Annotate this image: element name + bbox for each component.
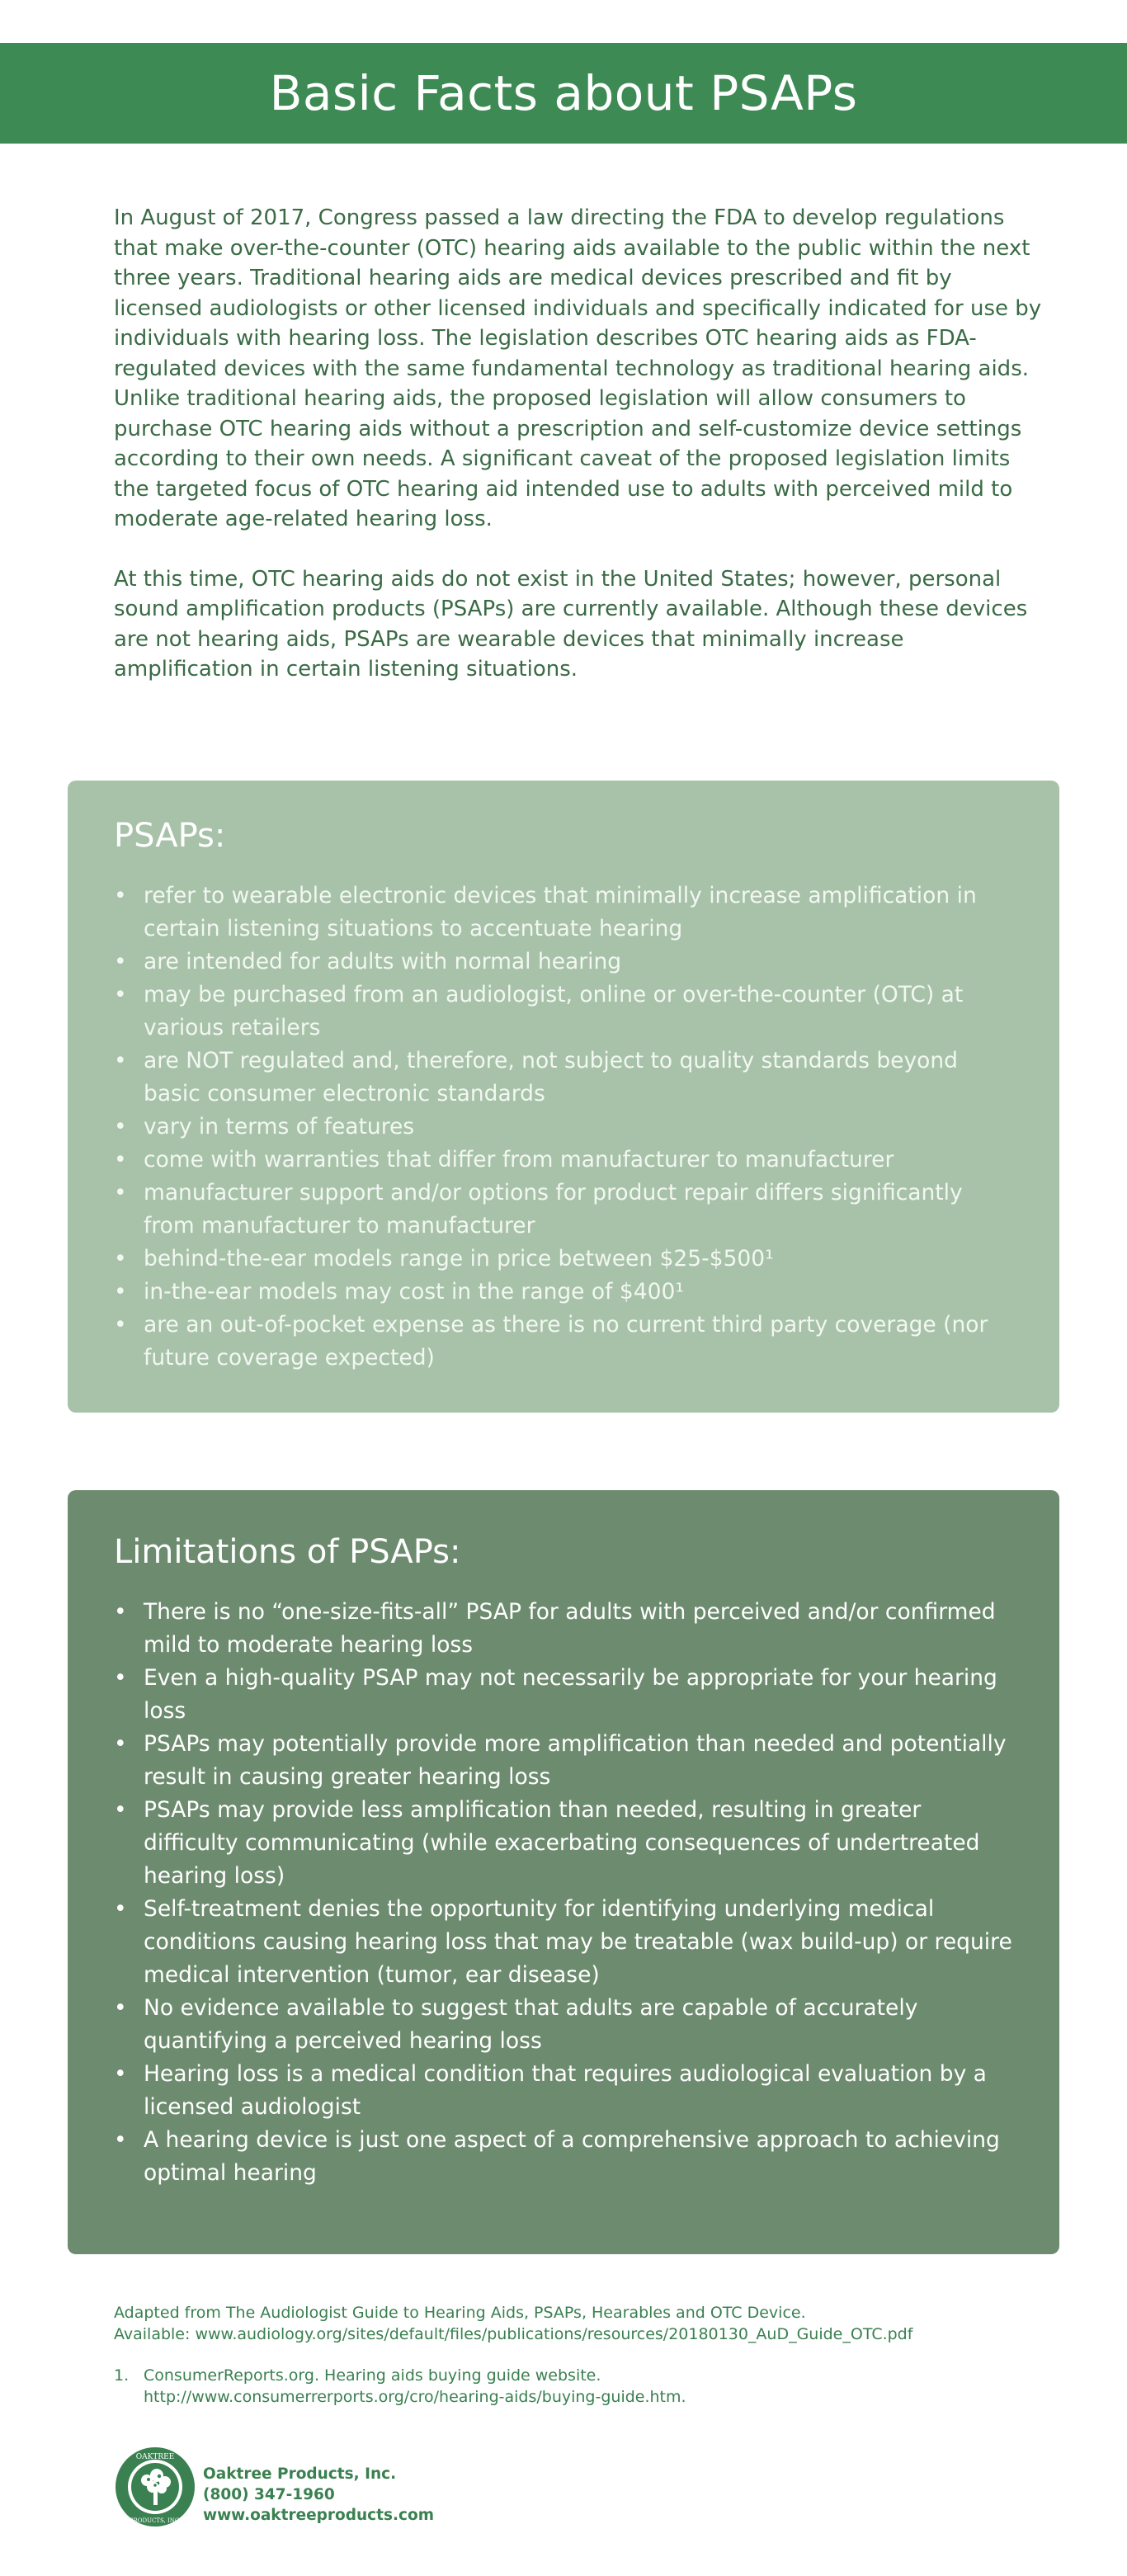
list-item-text: may be purchased from an audiologist, online or over-the-counter (OTC) at various retailers [144, 982, 964, 1040]
source-url[interactable]: Available: www.audiology.org/sites/default/files/publications/resources/20180130_AuD_Guide_OTC.pdf [114, 2325, 913, 2343]
list-item-text: PSAPs may potentially provide more amplification than needed and potentially result in causing greater hearing loss [144, 1731, 1007, 1790]
bullet-icon: • [114, 1180, 127, 1205]
list-item [114, 2124, 1013, 2190]
title-banner [0, 43, 1127, 144]
psaps-list [114, 880, 1013, 1375]
bullet-icon: • [114, 2127, 127, 2153]
list-item [114, 979, 1013, 1045]
company-info [203, 2464, 434, 2526]
list-item-text: vary in terms of features [144, 1114, 415, 1139]
list-item-text: behind-the-ear models range in price between $25-$500¹ [144, 1246, 774, 1271]
logo-text-top: OAKTREE [135, 2453, 175, 2461]
intro-section [114, 203, 1046, 715]
limitations-list [114, 1596, 1013, 2190]
bullet-icon: • [114, 1048, 127, 1073]
list-item [114, 1662, 1013, 1728]
list-item [114, 1045, 1013, 1111]
intro-paragraph: In August of 2017, Congress passed a law directing the FDA to develop regulations that make over-the-counter (OTC) hearing aids available to the public within the next three years. Traditional hearing aids are medical devices prescribed and fit by licensed audiologists or other licensed individuals and specifically indicated for use by individuals with hearing loss. The legislation describes OTC hearing aids as FDA-regulated devices with the same fundamental technology as traditional hearing aids. Unlike traditional hearing aids, the proposed legislation will allow consumers to purchase OTC hearing aids without a prescription and self-customize device settings according to their own needs. A significant caveat of the proposed legislation limits the targeted focus of OTC hearing aid intended use to adults with perceived mild to moderate age-related hearing loss. [114, 205, 1042, 531]
list-item [114, 946, 1013, 979]
bullet-icon: • [114, 1599, 127, 1625]
company-name: Oaktree Products, Inc. [203, 2465, 397, 2483]
list-item-text: refer to wearable electronic devices that minimally increase amplification in certain listening situations to accentuate hearing [144, 883, 977, 941]
bullet-icon: • [114, 1312, 127, 1338]
list-item-text: Even a high-quality PSAP may not necessarily be appropriate for your hearing loss [144, 1665, 997, 1724]
list-item-text: Hearing loss is a medical condition that requires audiological evaluation by a licensed audiologist [144, 2061, 987, 2120]
list-item [114, 1243, 1013, 1276]
list-item-text: PSAPs may provide less amplification than needed, resulting in greater difficulty communicating (while exacerbating consequences of undertreated hearing loss) [144, 1797, 980, 1889]
bullet-icon: • [114, 1797, 127, 1823]
bullet-icon: • [114, 2061, 127, 2087]
list-item [114, 1596, 1013, 1662]
list-item [114, 1728, 1013, 1794]
list-item-text: No evidence available to suggest that adults are capable of accurately quantifying a perceived hearing loss [144, 1995, 918, 2054]
source-citation [114, 2302, 1071, 2345]
footnote [114, 2365, 1071, 2408]
psaps-facts-box [68, 781, 1059, 1413]
bullet-icon: • [114, 982, 127, 1007]
bullet-icon: • [114, 1147, 127, 1172]
list-item [114, 1992, 1013, 2058]
page-title: Basic Facts about PSAPs [269, 65, 858, 121]
source-line: Adapted from The Audiologist Guide to Hearing Aids, PSAPs, Hearables and OTC Device. [114, 2304, 806, 2322]
list-item-text: There is no “one-size-fits-all” PSAP for adults with perceived and/or confirmed mild to moderate hearing loss [144, 1599, 996, 1658]
intro-paragraph: At this time, OTC hearing aids do not exist in the United States; however, personal sound amplification products (PSAPs) are currently available. Although these devices are not hearing aids, PSAPs are wearable devices that minimally increase amplification in certain listening situations. [114, 566, 1028, 682]
oaktree-logo-icon [114, 2446, 196, 2528]
company-phone: (800) 347-1960 [203, 2486, 335, 2503]
footnote-number: 1. [114, 2366, 130, 2385]
footnote-text: ConsumerReports.org. Hearing aids buying guide website. [144, 2366, 601, 2385]
company-website[interactable]: www.oaktreeproducts.com [203, 2507, 434, 2524]
list-item-text: are an out-of-pocket expense as there is no current third party coverage (nor future coverage expected) [144, 1312, 988, 1371]
bullet-icon: • [114, 1246, 127, 1271]
bullet-icon: • [114, 883, 127, 908]
footnote-url[interactable]: http://www.consumerrerports.org/cro/hearing-aids/buying-guide.htm. [144, 2388, 686, 2406]
list-item [114, 1794, 1013, 1893]
bullet-icon: • [114, 1114, 127, 1139]
list-item [114, 1111, 1013, 1144]
list-item [114, 1276, 1013, 1309]
list-item-text: manufacturer support and/or options for product repair differs significantly from manufacturer to manufacturer [144, 1180, 963, 1238]
list-item-text: Self-treatment denies the opportunity for identifying underlying medical conditions causing hearing loss that may be treatable (wax build-up) or require medical intervention (tumor, ear disease) [144, 1896, 1012, 1988]
list-item-text: A hearing device is just one aspect of a comprehensive approach to achieving optimal hearing [144, 2127, 1000, 2186]
bullet-icon: • [114, 1731, 127, 1757]
list-item [114, 880, 1013, 946]
list-item [114, 1177, 1013, 1243]
psaps-heading: PSAPs: [114, 817, 226, 855]
list-item [114, 2058, 1013, 2124]
bullet-icon: • [114, 1665, 127, 1691]
bullet-icon: • [114, 949, 127, 974]
logo-text-bottom: PRODUCTS, INC. [129, 2517, 182, 2524]
bullet-icon: • [114, 1995, 127, 2021]
list-item-text: come with warranties that differ from manufacturer to manufacturer [144, 1147, 894, 1172]
list-item [114, 1893, 1013, 1992]
list-item [114, 1309, 1013, 1375]
bullet-icon: • [114, 1279, 127, 1305]
bullet-icon: • [114, 1896, 127, 1922]
list-item-text: in-the-ear models may cost in the range of $400¹ [144, 1279, 684, 1305]
limitations-box [68, 1490, 1059, 2254]
list-item [114, 1144, 1013, 1177]
limitations-heading: Limitations of PSAPs: [114, 1533, 461, 1571]
list-item-text: are intended for adults with normal hearing [144, 949, 622, 974]
list-item-text: are NOT regulated and, therefore, not subject to quality standards beyond basic consumer electronic standards [144, 1048, 958, 1106]
